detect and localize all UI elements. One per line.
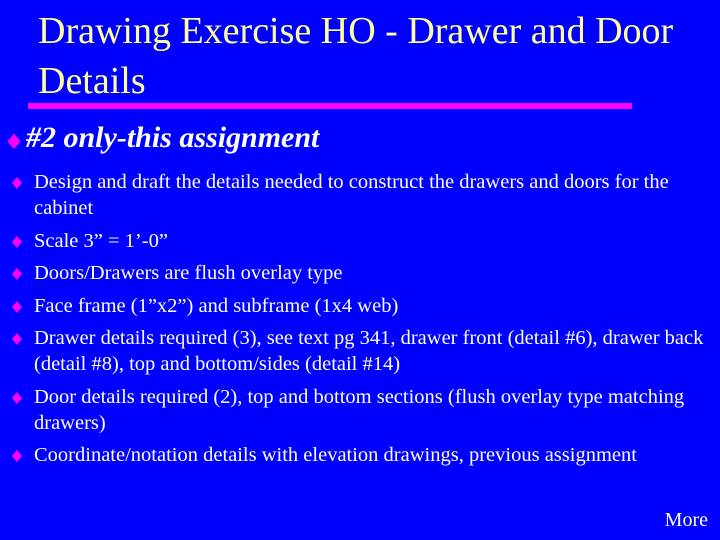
diamond-bullet-icon <box>12 268 22 274</box>
list-item-text: Door details required (2), top and bottom sections (flush overlay type matching drawers) <box>34 385 685 434</box>
list-item-text: Scale 3” = 1’-0” <box>34 229 168 252</box>
assignment-heading <box>8 118 319 158</box>
more-link[interactable]: More <box>664 509 708 531</box>
list-item <box>10 442 710 468</box>
diamond-bullet-icon <box>12 236 22 242</box>
diamond-bullet-icon <box>12 177 22 183</box>
list-item-text: Face frame (1”x2”) and subframe (1x4 web) <box>34 294 399 317</box>
list-item-text: Coordinate/notation details with elevation drawings, previous assignment <box>34 444 637 466</box>
diamond-bullet-icon <box>7 134 20 142</box>
list-item-text: Drawer details required (3), see text pg 341, drawer front (detail #6), drawer back (detail #8), top and bottom/sides (detail #14) <box>34 327 704 375</box>
list-item <box>10 169 710 221</box>
diamond-bullet-icon <box>12 392 22 398</box>
assignment-heading-text: #2 only-this assignment <box>26 121 320 154</box>
bullet-list <box>10 169 710 475</box>
list-item <box>10 260 710 286</box>
list-item <box>10 384 710 436</box>
slide-title: Drawing Exercise HO - Drawer and Door Details <box>38 10 674 102</box>
list-item <box>10 293 710 319</box>
list-item-text: Doors/Drawers are flush overlay type <box>34 262 343 284</box>
list-item <box>10 228 710 254</box>
diamond-bullet-icon <box>12 333 22 339</box>
list-item-text: Design and draft the details needed to construct the drawers and doors for the cabinet <box>34 171 669 219</box>
diamond-bullet-icon <box>12 450 22 456</box>
list-item <box>10 325 710 377</box>
title-divider <box>28 103 632 109</box>
diamond-bullet-icon <box>12 301 22 307</box>
